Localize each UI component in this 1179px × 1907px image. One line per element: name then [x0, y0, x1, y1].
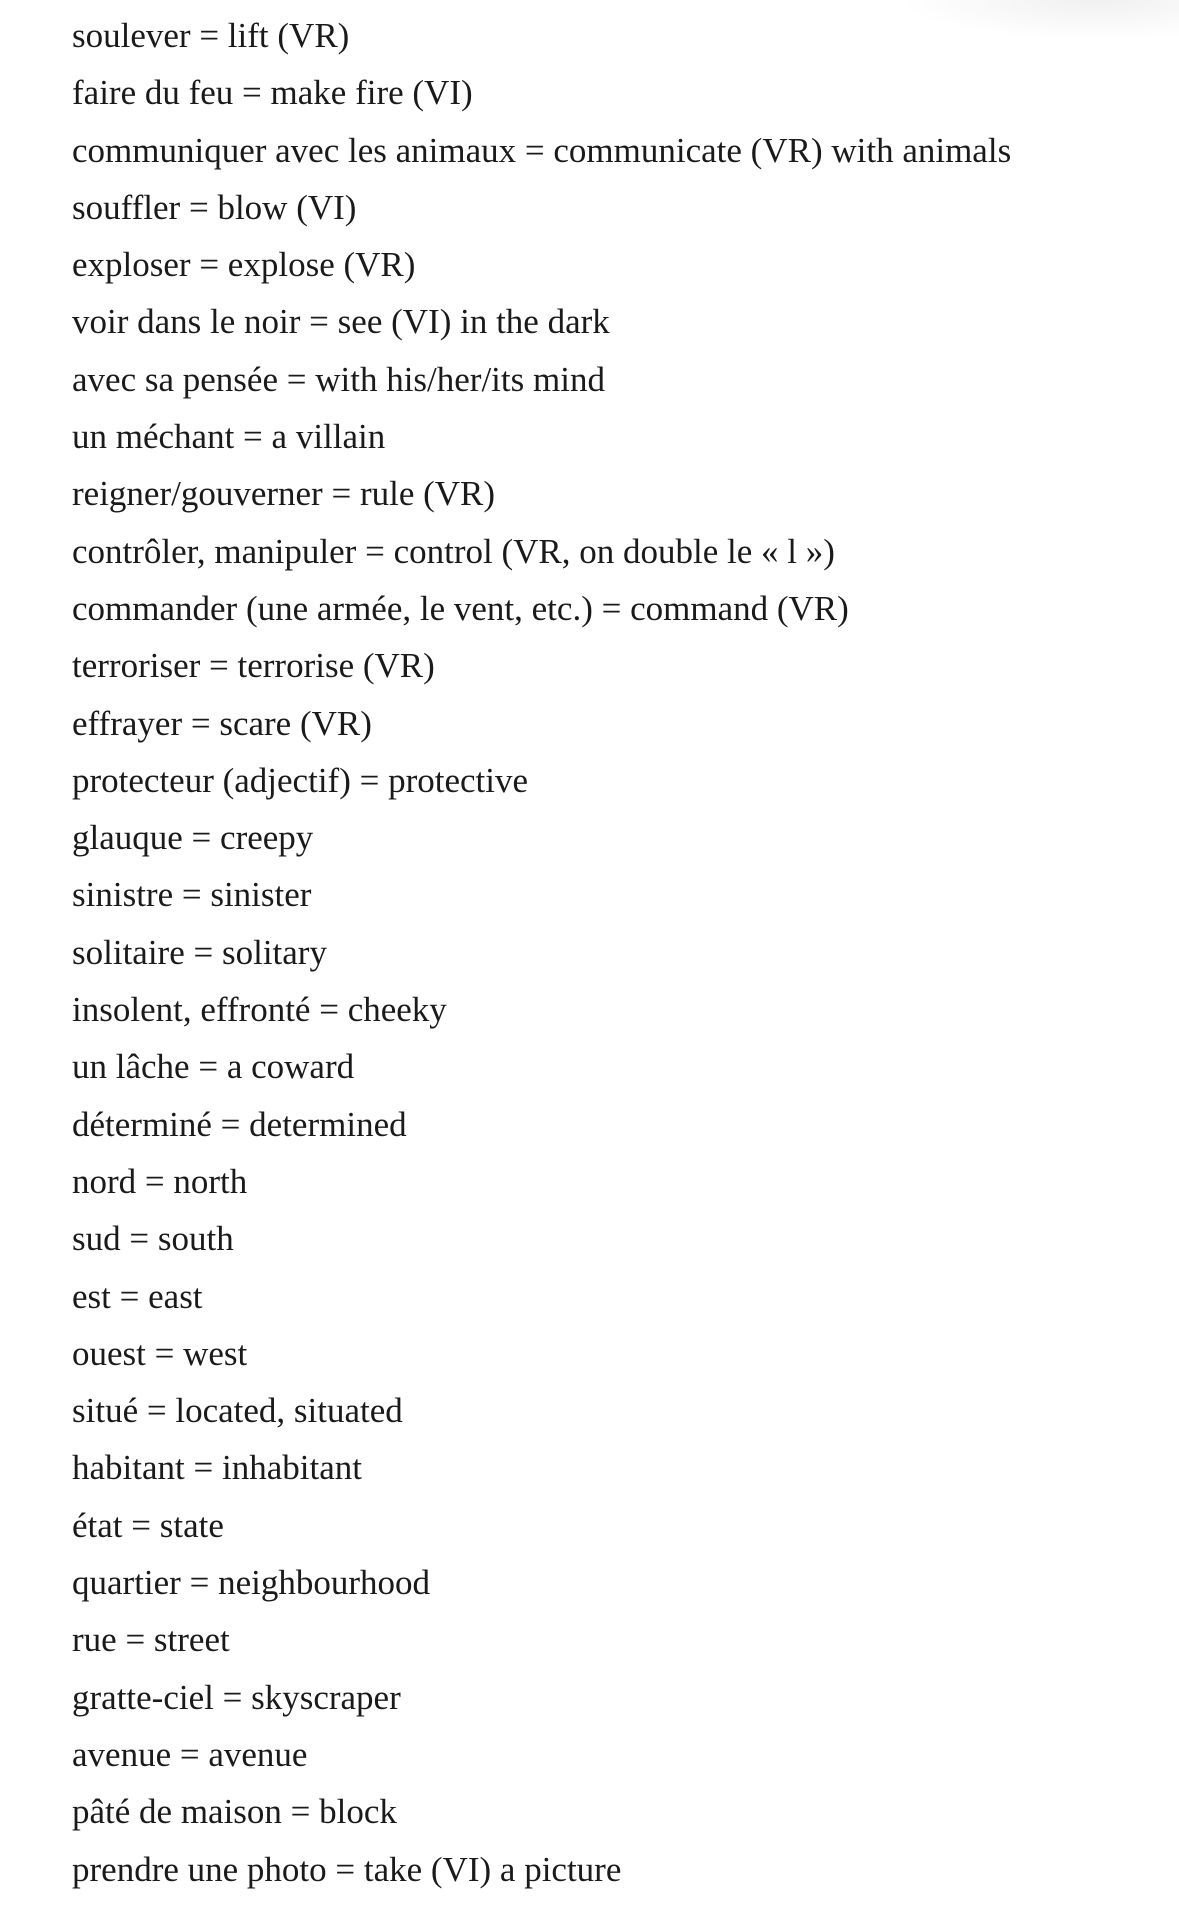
vocab-line: soulever = lift (VR): [72, 16, 350, 55]
vocab-line: glauque = creepy: [72, 818, 314, 858]
vocab-line: un méchant = a villain: [72, 417, 386, 457]
vocab-line: avenue = avenue: [72, 1734, 308, 1774]
vocab-line: souffler = blow (VI): [72, 187, 357, 227]
vocab-line: quartier = neighbourhood: [72, 1563, 430, 1603]
vocab-line: commander (une armée, le vent, etc.) = command (VR): [72, 588, 849, 628]
vocab-line: rue = street: [72, 1620, 230, 1660]
vocab-line: ouest = west: [72, 1333, 248, 1373]
vocabulary-list: [72, 16, 1011, 1907]
vocab-line: protecteur (adjectif) = protective: [72, 760, 529, 800]
vocab-line: situé = located, situated: [72, 1391, 403, 1431]
vocab-line: insolent, effronté = cheeky: [72, 990, 447, 1030]
vocab-line: terroriser = terrorise (VR): [72, 646, 435, 686]
vocab-line: est = east: [72, 1276, 203, 1316]
vocab-line: faire du feu = make fire (VI): [72, 73, 473, 113]
vocab-line: pâté de maison = block: [72, 1792, 397, 1832]
vocab-line: habitant = inhabitant: [72, 1448, 362, 1488]
vocab-line: avec sa pensée = with his/her/its mind: [72, 359, 605, 399]
vocab-line: état = state: [72, 1505, 224, 1545]
vocab-line: exploser = explose (VR): [72, 245, 416, 285]
vocab-line: déterminé = determined: [72, 1104, 407, 1144]
vocab-line: solitaire = solitary: [72, 932, 327, 972]
vocab-line: contrôler, manipuler = control (VR, on double le « l »): [72, 531, 835, 571]
vocab-line: sud = south: [72, 1219, 234, 1259]
vocab-line: voir dans le noir = see (VI) in the dark: [72, 302, 610, 342]
vocab-line: reigner/gouverner = rule (VR): [72, 474, 496, 514]
vocab-line: nord = north: [72, 1161, 248, 1201]
vocab-line: sinistre = sinister: [72, 875, 312, 915]
vocab-line: effrayer = scare (VR): [72, 703, 372, 743]
vocab-line: un lâche = a coward: [72, 1047, 355, 1087]
vocab-line: communiquer avec les animaux = communicate (VR) with animals: [72, 130, 1012, 170]
vocab-line: prendre une photo = take (VI) a picture: [72, 1849, 622, 1889]
vocab-line: gratte-ciel = skyscraper: [72, 1677, 401, 1717]
